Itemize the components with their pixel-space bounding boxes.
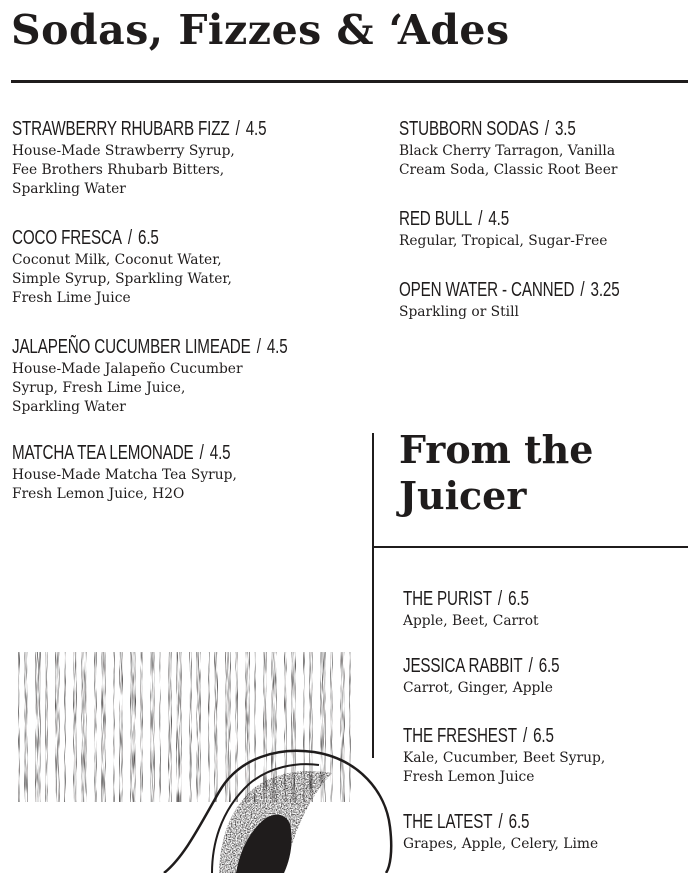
- item-description: Kale, Cucumber, Beet Syrup, Fresh Lemon Juice: [403, 750, 606, 785]
- juicer-horizontal-divider: [372, 546, 688, 548]
- price-separator: /: [544, 118, 549, 140]
- item-name: OPEN WATER - CANNED: [399, 279, 575, 301]
- wood-grain-stripe: [263, 652, 267, 802]
- item-description: House-Made Strawberry Syrup, Fee Brothers Rhubarb Bitters, Sparkling Water: [12, 143, 235, 197]
- wood-grain-stripe: [18, 652, 20, 802]
- item-price: 6.5: [533, 725, 554, 747]
- wood-grain-stripe: [94, 652, 97, 802]
- wood-grain-stripe: [340, 652, 345, 802]
- item-price: 6.5: [538, 655, 560, 677]
- menu-item-the-freshest: [403, 724, 605, 787]
- title-divider: [11, 80, 688, 83]
- menu-item-jessica-rabbit: [403, 654, 609, 698]
- price-separator: /: [235, 118, 240, 140]
- menu-item-the-purist: [403, 587, 568, 631]
- menu-item-red-bull: [399, 207, 607, 251]
- item-description: Black Cherry Tarragon, Vanilla Cream Soda, Classic Root Beer: [399, 143, 618, 178]
- item-name: STRAWBERRY RHUBARB FIZZ: [12, 118, 230, 140]
- item-name: JALAPEÑO CUCUMBER LIMEADE: [12, 336, 251, 358]
- wood-grain-stripe: [196, 652, 201, 802]
- price-separator: /: [127, 227, 132, 249]
- wood-grain-stripe: [130, 652, 136, 802]
- item-name: THE LATEST: [403, 811, 493, 833]
- item-price: 6.5: [508, 588, 529, 610]
- menu-item-open-water-canned: [399, 278, 689, 322]
- item-name: STUBBORN SODAS: [399, 118, 539, 140]
- item-description: Coconut Milk, Coconut Water, Simple Syrup, Sparkling Water, Fresh Lime Juice: [12, 252, 232, 306]
- wood-grain-stripe: [73, 652, 77, 802]
- price-separator: /: [478, 208, 483, 230]
- item-description: Apple, Beet, Carrot: [403, 613, 539, 629]
- juicer-section-title: From the Juicer: [399, 427, 594, 518]
- menu-item-coco-fresca: [12, 226, 232, 308]
- item-description: Regular, Tropical, Sugar-Free: [399, 233, 608, 249]
- item-price: 6.5: [508, 811, 530, 833]
- menu-item-strawberry-rhubarb-fizz: [12, 117, 347, 199]
- item-description: Grapes, Apple, Celery, Lime: [403, 836, 599, 852]
- wood-grain-stripe: [235, 652, 238, 802]
- item-description: House-Made Matcha Tea Syrup, Fresh Lemon Juice, H2O: [12, 467, 237, 502]
- wood-grain-stripe: [64, 652, 66, 802]
- item-name: MATCHA TEA LEMONADE: [12, 442, 194, 464]
- item-price: 4.5: [209, 442, 231, 464]
- wood-grain-stripe: [113, 652, 115, 802]
- price-separator: /: [498, 811, 503, 833]
- menu-item-stubborn-sodas: [399, 117, 631, 180]
- wood-grain-stripe: [45, 652, 48, 802]
- section-title: Sodas, Fizzes & ‘Ades: [11, 6, 510, 54]
- item-name: RED BULL: [399, 208, 473, 230]
- wood-grain-stripe: [81, 652, 87, 802]
- item-price: 6.5: [138, 227, 159, 249]
- item-name: COCO FRESCA: [12, 227, 122, 249]
- price-separator: /: [199, 442, 204, 464]
- wood-grain-stripe: [101, 652, 106, 802]
- price-separator: /: [528, 655, 533, 677]
- item-description: House-Made Jalapeño Cucumber Syrup, Fresh Lime Juice, Sparkling Water: [12, 361, 243, 415]
- item-name: THE FRESHEST: [403, 725, 517, 747]
- item-name: THE PURIST: [403, 588, 492, 610]
- wood-grain-stripe: [55, 652, 60, 802]
- wood-grain-stripe: [176, 652, 182, 802]
- wood-grain-stripe: [349, 652, 351, 802]
- wood-grain-stripe: [119, 652, 123, 802]
- item-description: Sparkling or Still: [399, 304, 519, 320]
- wood-grain-stripe: [214, 652, 218, 802]
- price-separator: /: [497, 588, 503, 610]
- item-price: 3.25: [590, 279, 620, 301]
- menu-item-the-latest: [403, 810, 598, 854]
- wood-grain-stripe: [24, 652, 28, 802]
- wood-grain-stripe: [245, 652, 250, 802]
- wood-grain-stripe: [159, 652, 161, 802]
- price-separator: /: [580, 279, 585, 301]
- menu-item-matcha-tea-lemonade: [12, 441, 299, 504]
- menu-item-jalapeno-cucumber-limeade: [12, 335, 375, 417]
- wood-grain-stripe: [35, 652, 41, 802]
- item-name: JESSICA RABBIT: [403, 655, 523, 677]
- item-price: 4.5: [488, 208, 510, 230]
- price-separator: /: [256, 336, 261, 358]
- wood-grain-stripe: [168, 652, 172, 802]
- wood-grain-stripe: [150, 652, 155, 802]
- juicer-illustration: [14, 652, 394, 873]
- item-price: 3.5: [555, 118, 576, 140]
- item-price: 4.5: [245, 118, 267, 140]
- item-price: 4.5: [266, 336, 288, 358]
- wood-grain-stripe: [140, 652, 143, 802]
- wood-grain-stripe: [330, 652, 333, 802]
- price-separator: /: [522, 725, 528, 747]
- wood-grain-stripe: [189, 652, 192, 802]
- item-description: Carrot, Ginger, Apple: [403, 680, 553, 696]
- wood-grain-stripe: [208, 652, 210, 802]
